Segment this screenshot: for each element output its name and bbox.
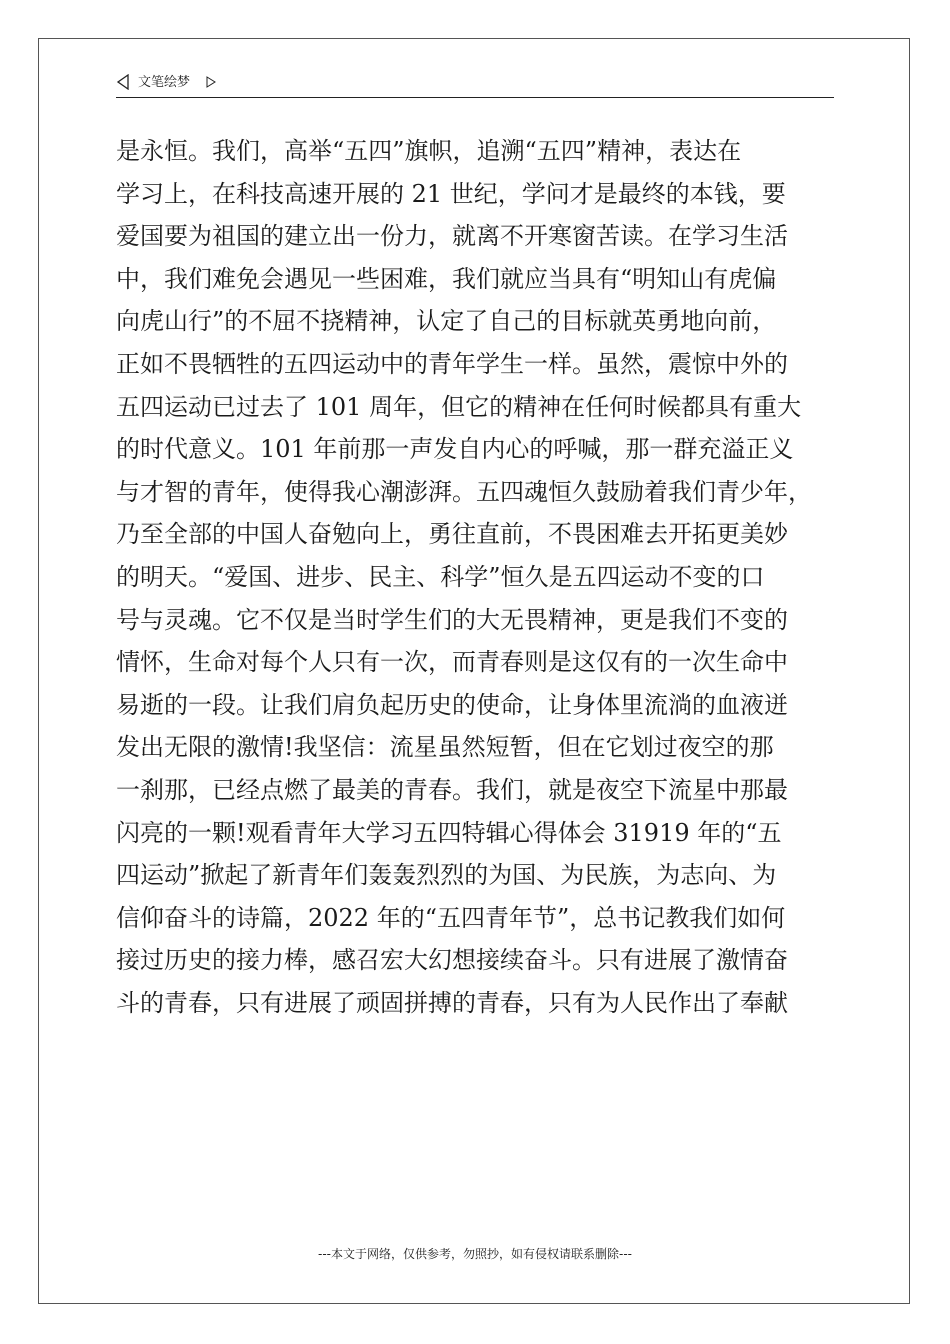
text-line: 号与灵魂。它不仅是当时学生们的大无畏精神，更是我们不变的 [116,605,788,634]
text-line: 信仰奋斗的诗篇，2022 年的“五四青年节”，总书记教我们如何 [116,903,786,932]
footer-disclaimer: ---本文于网络，仅供参考，勿照抄，如有侵权请联系删除--- [318,1247,632,1261]
text-line: 五四运动已过去了 101 周年，但它的精神在任何时候都具有重大 [116,392,802,421]
text-line: 乃至全部的中国人奋勉向上，勇往直前，不畏困难去开拓更美妙 [116,520,788,549]
text-line: 爱国要为祖国的建立出一份力，就离不开寒窗苦读。在学习生活 [116,222,788,251]
triangle-right-outline-icon [206,76,216,88]
text-line: 的时代意义。101 年前那一声发自内心的呼喊，那一群充溢正义 [116,435,794,464]
document-body [116,130,836,1024]
triangle-left-outline-icon [116,74,130,90]
text-line: 易逝的一段。让我们肩负起历史的使命，让身体里流淌的血液迸 [116,690,788,719]
header-title: 文笔绘梦 [138,75,191,90]
text-line: 发出无限的激情!我坚信：流星虽然短暂，但在它划过夜空的那 [116,733,774,762]
text-line: 是永恒。我们，高举“五四”旗帜，追溯“五四”精神，表达在 [116,137,742,165]
text-line: 斗的青春，只有进展了顽固拼搏的青春，只有为人民作出了奉献 [116,988,788,1017]
text-line: 学习上，在科技高速开展的 21 世纪，学问才是最终的本钱，要 [116,179,786,208]
text-line: 正如不畏牺牲的五四运动中的青年学生一样。虽然，震惊中外的 [116,349,788,378]
text-line: 中，我们难免会遇见一些困难，我们就应当具有“明知山有虎偏 [116,264,777,293]
text-line: 的明天。“爱国、进步、民主、科学”恒久是五四运动不变的口 [116,562,765,591]
text-line: 四运动”掀起了新青年们轰轰烈烈的为国、为民族，为志向、为 [116,861,777,890]
text-line: 情怀，生命对每个人只有一次，而青春则是这仅有的一次生命中 [116,648,788,677]
text-line: 与才智的青年，使得我心潮澎湃。五四魂恒久鼓励着我们青少年， [116,477,812,506]
text-line: 闪亮的一颗!观看青年大学习五四特辑心得体会 31919 年的“五 [116,818,782,847]
page-header [116,72,834,98]
text-line: 向虎山行”的不屈不挠精神，认定了自己的目标就英勇地向前， [116,307,777,336]
text-line: 接过历史的接力棒，感召宏大幻想接续奋斗。只有进展了激情奋 [116,946,788,975]
text-line: 一刹那，已经点燃了最美的青春。我们，就是夜空下流星中那最 [116,775,788,804]
